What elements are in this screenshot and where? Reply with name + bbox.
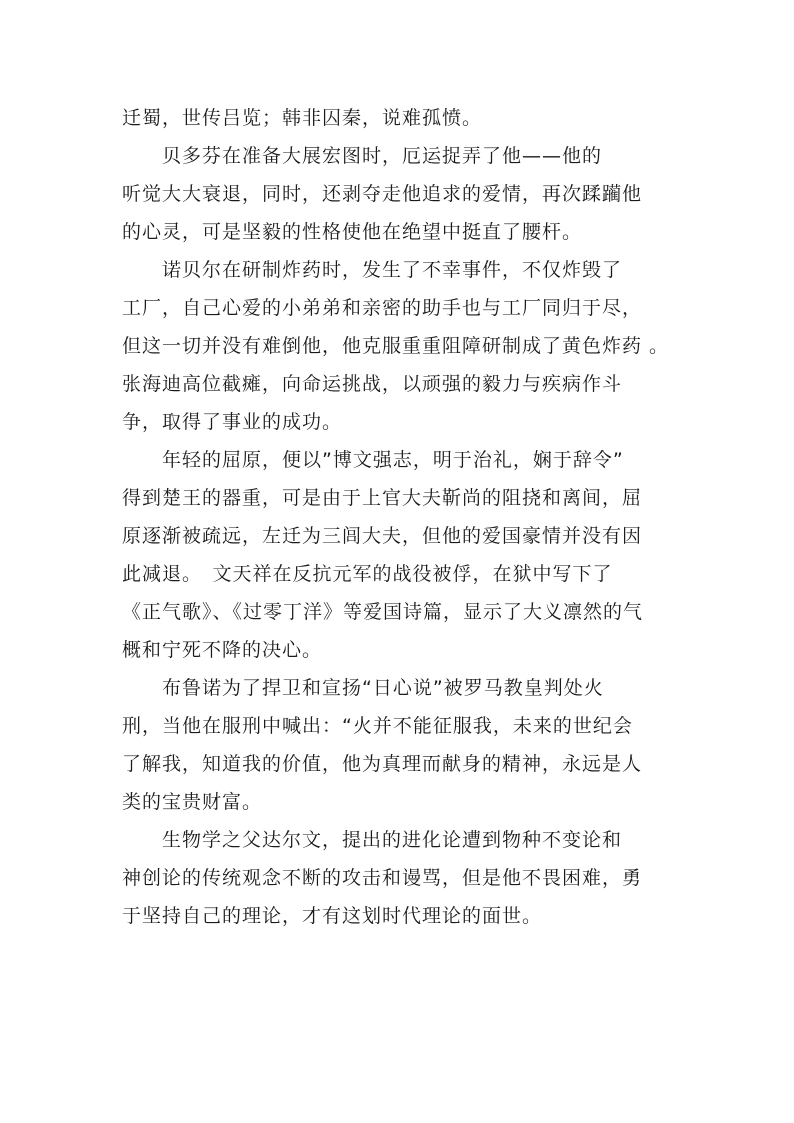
text-line: 生物学之父达尔文，提出的进化论遭到物种不变论和 [122, 829, 623, 851]
text-line: 原逐渐被疏远，左迁为三闾大夫，但他的爱国豪情并没有因 [122, 525, 643, 547]
text-line: 张海迪高位截瘫，向命运挑战，以顽强的毅力与疾病作斗 [122, 373, 623, 395]
text-line: 得到楚王的器重，可是由于上官大夫靳尚的阻挠和离间，屈 [122, 487, 643, 509]
text-line: 贝多芬在准备大展宏图时，厄运捉弄了他——他的 [122, 145, 603, 167]
text-line: 但这一切并没有难倒他，他克服重重阻障研制成了黄色炸药 。 [122, 335, 670, 357]
text-line: 了解我，知道我的价值，他为真理而献身的精神，永远是人 [122, 753, 643, 775]
text-line: 类的宝贵财富。 [122, 791, 263, 813]
text-line: 年轻的屈原，便以”博文强志，明于治礼，娴于辞令” [122, 449, 624, 471]
text-line: 于坚持自己的理论，才有这划时代理论的面世。 [122, 905, 543, 927]
text-line: 迁蜀，世传吕览；韩非囚秦，说难孤愤。 [122, 107, 483, 129]
text-line: 神创论的传统观念不断的攻击和谩骂，但是他不畏困难，勇 [122, 867, 643, 889]
text-line: 争，取得了事业的成功。 [122, 411, 343, 433]
text-line: 此减退。 文天祥在反抗元军的战役被俘，在狱中写下了 [122, 563, 613, 585]
text-line: 布鲁诺为了捍卫和宣扬“日心说”被罗马教皇判处火 [122, 677, 604, 699]
text-line: 听觉大大衰退，同时，还剥夺走他追求的爱情，再次蹂躏他 [122, 183, 643, 205]
text-line: 刑，当他在服刑中喊出：“火并不能征服我，未来的世纪会 [122, 715, 633, 737]
text-line: 《正气歌》、《过零丁洋》等爱国诗篇，显示了大义凛然的气 [122, 601, 644, 623]
text-line: 概和宁死不降的决心。 [122, 639, 323, 661]
text-line: 诺贝尔在研制炸药时，发生了不幸事件，不仅炸毁了 [122, 259, 623, 281]
text-line: 工厂，自己心爱的小弟弟和亲密的助手也与工厂同归于尽， [122, 297, 643, 319]
body-text [122, 99, 682, 935]
text-line: 的心灵，可是坚毅的性格使他在绝望中挺直了腰杆。 [122, 221, 583, 243]
